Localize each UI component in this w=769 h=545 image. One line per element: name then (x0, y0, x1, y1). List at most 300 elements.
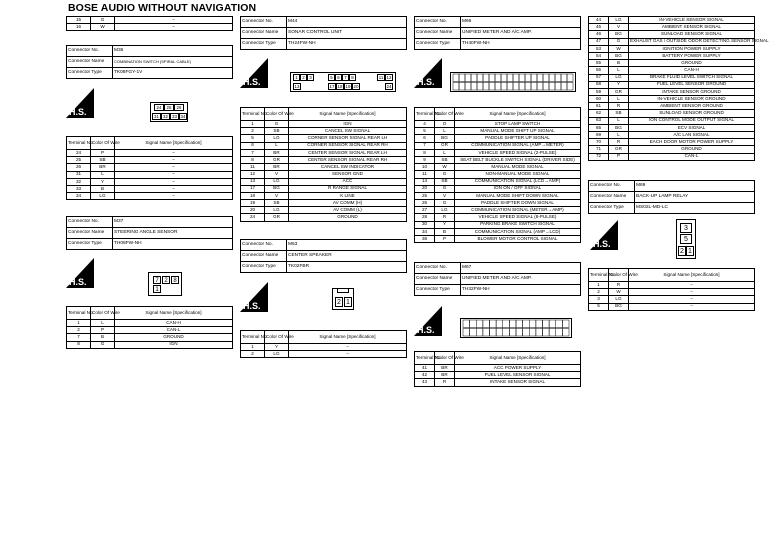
wire-color-cell: B (91, 334, 115, 341)
m69-connector-diagram (676, 219, 696, 259)
terminal-cell: 20 (241, 207, 265, 214)
terminal-cell: 44 (589, 17, 609, 24)
terminal-cell: 31 (67, 171, 91, 178)
signal-name-cell: ION ON / OFF SIGNAL (455, 185, 581, 192)
pin-cavity (496, 329, 503, 337)
m67-connector-name: UNIFIED METER AND A/C AMP. (461, 274, 581, 285)
terminal-cell: 14 (415, 178, 435, 185)
terminal-cell: 28 (415, 214, 435, 221)
wire-color-cell: L (91, 320, 115, 327)
wire-color-cell: P (609, 153, 629, 160)
wire-color-cell: LG (265, 351, 289, 358)
wire-color-cell: GR (609, 146, 629, 153)
signal-name-cell: – (629, 296, 755, 303)
terminal-cell: 1 (241, 344, 265, 351)
wire-color-cell: L (609, 67, 629, 74)
table-row (241, 185, 407, 192)
pin-cavity (483, 329, 490, 337)
signal-name-cell: CORNER SENSOR SIGNAL REAR RH (289, 142, 407, 149)
wire-color-cell: L (609, 117, 629, 124)
table-row (415, 185, 581, 192)
wire-color-cell: SB (435, 156, 455, 163)
header-color-of-wire: Color Of Wire (435, 352, 455, 365)
table-row (589, 38, 755, 45)
wire-color-cell: BG (609, 303, 629, 310)
label-connector-no: Connector No. (415, 17, 461, 28)
hs-label: H.S. (69, 277, 87, 287)
m44-pin: 1 (293, 74, 300, 81)
signal-name-cell: – (115, 24, 233, 31)
label-connector-type: Connector Type (67, 68, 113, 79)
wire-color-cell: P (435, 236, 455, 243)
wire-color-cell: SB (91, 157, 115, 164)
table-row (589, 110, 755, 117)
wire-color-cell: LG (91, 193, 115, 200)
table-row (415, 135, 581, 142)
signal-name-cell: COMMUNICATION SIGNAL (AMP→LCD) (455, 228, 581, 235)
signal-name-cell: SENSOR GND (289, 171, 407, 178)
pin-cavity (459, 83, 465, 91)
signal-name-cell: – (289, 351, 407, 358)
wire-color-cell: LG (435, 207, 455, 214)
m44-pin: 13 (294, 84, 300, 89)
wire-color-cell: LG (609, 17, 629, 24)
signal-name-cell: ACC POWER SUPPLY (455, 365, 581, 372)
pin-cavity (489, 83, 495, 91)
label-connector-no: Connector No. (67, 217, 113, 228)
hs-badge-icon (414, 306, 444, 336)
wire-color-cell: GR (265, 156, 289, 163)
wire-color-cell: G (435, 200, 455, 207)
terminal-cell: 13 (241, 178, 265, 185)
pin-cavity (490, 329, 497, 337)
table-row (415, 178, 581, 185)
table-row (415, 372, 581, 379)
pin-cavity (519, 83, 525, 91)
wire-color-cell: BG (609, 31, 629, 38)
label-connector-no: Connector No. (415, 263, 461, 274)
signal-name-cell: COMMUNICATION SIGNAL (AMP→METER) (455, 142, 581, 149)
terminal-cell: 25 (67, 157, 91, 164)
terminal-cell: 60 (589, 96, 609, 103)
pin-cavity (463, 320, 470, 328)
wire-color-cell: BG (609, 124, 629, 131)
table-row (67, 150, 233, 157)
m66-connector-type: TH40FW-NH (461, 39, 581, 50)
m37-pin: 8 (171, 276, 179, 284)
terminal-cell: 26 (67, 164, 91, 171)
wire-color-cell: W (435, 164, 455, 171)
wire-color-cell: L (265, 142, 289, 149)
pin-cavity (555, 74, 561, 82)
pin-cavity (470, 329, 477, 337)
pin-cavity (453, 83, 459, 91)
table-row (415, 207, 581, 214)
pin-cavity (516, 329, 523, 337)
signal-name-cell: – (115, 171, 233, 178)
terminal-cell: 5 (415, 128, 435, 135)
wire-color-cell: B (435, 228, 455, 235)
header-terminal-no: Terminal No. (241, 331, 265, 344)
signal-name-cell: VEHICLE SPEED SIGNAL (8-PULSE) (455, 214, 581, 221)
pin-cavity (543, 74, 549, 82)
signal-name-cell: GROUND (629, 60, 755, 67)
pin-cavity (549, 74, 555, 82)
terminal-cell: 5 (241, 135, 265, 142)
pin-cavity (501, 74, 507, 82)
table-row (589, 67, 755, 74)
signal-name-cell: ION CONTROL MODE OUTPUT SIGNAL (629, 117, 755, 124)
label-connector-type: Connector Type (67, 239, 113, 250)
table-row (415, 128, 581, 135)
label-connector-type: Connector Type (415, 285, 461, 296)
pin-cavity (549, 320, 556, 328)
m69-connector-name: BACK-UP LAMP RELAY (635, 192, 755, 203)
m44-pin: 12 (386, 75, 392, 80)
pin-cavity (471, 83, 477, 91)
signal-name-cell: FUEL LEVEL SENSOR GROUND (629, 81, 755, 88)
pin-cavity (470, 320, 477, 328)
signal-name-cell: PADDLE SHIFTER DOWN SIGNAL (455, 200, 581, 207)
hs-label: H.S. (417, 77, 435, 87)
pin-cavity (556, 329, 563, 337)
header-color-of-wire: Color Of Wire (265, 331, 289, 344)
signal-name-cell: – (115, 164, 233, 171)
table-row (241, 149, 407, 156)
m44-pin: 24 (386, 84, 392, 89)
wire-color-cell: O (435, 121, 455, 128)
pin-cavity (477, 74, 483, 82)
wire-color-cell: L (435, 128, 455, 135)
wire-color-cell: BR (265, 149, 289, 156)
wire-color-cell: P (91, 327, 115, 334)
label-connector-no: Connector No. (241, 240, 287, 251)
m44-pin: 7 (342, 74, 349, 81)
table-row (67, 17, 233, 24)
pin-cavity (525, 83, 531, 91)
table-row (589, 81, 755, 88)
terminal-cell: 57 (589, 74, 609, 81)
m44-pin: 6 (335, 74, 342, 81)
table-row (415, 142, 581, 149)
m66-continued-signal-table (588, 16, 769, 161)
table-row (415, 192, 581, 199)
label-connector-name: Connector Name (415, 28, 461, 39)
m69-signal-table (588, 268, 755, 311)
table-row (415, 236, 581, 243)
table-row (67, 341, 233, 348)
signal-name-cell: ACC (289, 178, 407, 185)
wire-color-cell: LG (265, 178, 289, 185)
signal-name-cell: CAN-H (115, 320, 233, 327)
pin-cavity (562, 320, 569, 328)
pin-cavity (561, 74, 567, 82)
m63-signal-table (240, 330, 407, 358)
m44-info-table (240, 16, 407, 50)
table-row (67, 327, 233, 334)
signal-name-cell: FUEL LEVEL SENSOR SIGNAL (455, 372, 581, 379)
m36-pin: 31 (152, 113, 161, 120)
m37-connector-no: M37 (113, 217, 233, 228)
terminal-cell: 46 (589, 31, 609, 38)
header-terminal-no: Terminal No. (415, 352, 435, 365)
m36-connector-no: M36 (113, 46, 233, 57)
m44-pin: 5 (328, 74, 335, 81)
header-terminal-no: Terminal No. (241, 108, 265, 121)
pin-cavity (567, 74, 573, 82)
table-row (241, 171, 407, 178)
table-row (241, 207, 407, 214)
wire-color-cell: W (91, 24, 115, 31)
m44-pin: 2 (300, 74, 307, 81)
wire-color-cell: BG (609, 52, 629, 59)
table-row (241, 164, 407, 171)
pin-cavity (516, 320, 523, 328)
table-row (415, 379, 581, 386)
signal-name-cell: GROUND (629, 146, 755, 153)
m36-connector-type: TK08FGY-1V (113, 68, 233, 79)
pin-cavity (549, 329, 556, 337)
pin-cavity (513, 83, 519, 91)
pin-cavity (543, 320, 550, 328)
header-terminal-no: Terminal No. (415, 108, 435, 121)
m44-pin: 18 (337, 84, 343, 89)
pin-cavity (509, 329, 516, 337)
terminal-cell: 59 (589, 88, 609, 95)
signal-name-cell: BLOWER MOTOR CONTROL SIGNAL (455, 236, 581, 243)
pin-cavity (529, 320, 536, 328)
header-signal-name: Signal Name [Specification] (289, 331, 407, 344)
signal-name-cell: IGN (289, 121, 407, 128)
table-row (589, 146, 755, 153)
pin-cavity (483, 320, 490, 328)
terminal-cell: 58 (589, 81, 609, 88)
label-connector-name: Connector Name (67, 228, 113, 239)
table-row (241, 200, 407, 207)
pin-cavity (519, 74, 525, 82)
signal-name-cell: MANUAL MODE SHIFT UP SIGNAL (455, 128, 581, 135)
pin-cavity (495, 83, 501, 91)
terminal-cell: 53 (589, 45, 609, 52)
m66-pin-grid (451, 73, 575, 91)
terminal-cell: 11 (241, 164, 265, 171)
m44-connector-type: TH24FW-NH (287, 39, 407, 50)
signal-name-cell: EACH DOOR MOTOR POWER SUPPLY (629, 139, 755, 146)
wire-color-cell: V (435, 192, 455, 199)
m66-info-table (414, 16, 581, 50)
label-connector-name: Connector Name (241, 28, 287, 39)
hs-label: H.S. (69, 107, 87, 117)
m69-pin: 2 (678, 246, 686, 256)
wire-color-cell: G (91, 17, 115, 24)
m36-pin: 24 (154, 104, 164, 111)
header-color-of-wire: Color Of Wire (609, 269, 629, 282)
table-row (589, 132, 755, 139)
pin-cavity (523, 329, 530, 337)
terminal-cell: 62 (589, 110, 609, 117)
signal-name-cell: R RANGE SIGNAL (289, 185, 407, 192)
m63-connector-no: M63 (287, 240, 407, 251)
signal-name-cell: COMMUNICATION SIGNAL (LCD→AMP) (455, 178, 581, 185)
pin-cavity (509, 320, 516, 328)
m66-connector-name: UNIFIED METER AND A/C AMP. (461, 28, 581, 39)
m44-connector-no: M44 (287, 17, 407, 28)
terminal-cell: 20 (415, 185, 435, 192)
wire-color-cell: P (91, 150, 115, 157)
m44-connector-diagram (290, 72, 396, 92)
wire-color-cell: R (609, 139, 629, 146)
signal-name-cell: IN-VEHICLE SENSOR GROUND (629, 96, 755, 103)
header-color-of-wire: Color Of Wire (91, 307, 115, 320)
hs-label: H.S. (593, 239, 611, 249)
signal-name-cell: NON-MANUAL MODE SIGNAL (455, 171, 581, 178)
m67-connector-no: M67 (461, 263, 581, 274)
pin-cavity (507, 83, 513, 91)
table-row (589, 52, 755, 59)
m37-connector-type: TH08FW-NH (113, 239, 233, 250)
wire-color-cell: V (609, 24, 629, 31)
m69-pin: 1 (686, 246, 694, 256)
hs-label: H.S. (417, 325, 435, 335)
signal-name-cell: SEAT BELT BUCKLE SWITCH SIGNAL (DRIVER SIDE) (455, 156, 581, 163)
signal-name-cell: COMMUNICATION SIGNAL (METER→AMP) (455, 207, 581, 214)
pin-cavity (465, 74, 471, 82)
header-signal-name: Signal Name [Specification] (455, 352, 581, 365)
label-connector-name: Connector Name (67, 57, 113, 68)
pin-cavity (543, 329, 550, 337)
m37-pin: 1 (153, 285, 161, 293)
wire-color-cell: SB (435, 178, 455, 185)
table-row (415, 221, 581, 228)
signal-name-cell: AV COMM (L) (289, 207, 407, 214)
signal-name-cell: CENTER SENSOR SIGNAL REAR LH (289, 149, 407, 156)
wire-color-cell: LG (609, 296, 629, 303)
pin-cavity (531, 74, 537, 82)
m44-connector-name: SONAR CONTROL UNIT (287, 28, 407, 39)
m36-connector-diagram (150, 102, 188, 122)
signal-name-cell: SUNLOAD SENSOR GROUND (629, 110, 755, 117)
pin-cavity (501, 83, 507, 91)
signal-name-cell: BATTERY POWER SUPPLY (629, 52, 755, 59)
pin-cavity (463, 329, 470, 337)
m63-info-table (240, 239, 407, 273)
terminal-cell: 4 (415, 121, 435, 128)
table-row (67, 157, 233, 164)
table-row (415, 156, 581, 163)
terminal-cell: 34 (67, 193, 91, 200)
terminal-cell: 70 (589, 139, 609, 146)
wire-color-cell: L (609, 132, 629, 139)
label-connector-no: Connector No. (589, 181, 635, 192)
terminal-cell: 27 (415, 207, 435, 214)
m63-pin: 1 (344, 297, 352, 307)
terminal-cell: 63 (589, 117, 609, 124)
signal-name-cell: AV COMM (H) (289, 200, 407, 207)
wire-color-cell: SB (609, 110, 629, 117)
m67-info-table (414, 262, 581, 296)
pin-cavity (523, 320, 530, 328)
signal-name-cell: – (115, 193, 233, 200)
m37-info-table (66, 216, 233, 250)
wire-color-cell: L (609, 96, 629, 103)
table-row (67, 320, 233, 327)
wire-color-cell: G (265, 121, 289, 128)
signal-name-cell: – (115, 150, 233, 157)
signal-name-cell: PARKING BRAKE SWITCH SIGNAL (455, 221, 581, 228)
terminal-cell: 26 (415, 200, 435, 207)
m44-signal-table (240, 107, 407, 222)
pin-cavity (459, 74, 465, 82)
table-row (589, 103, 755, 110)
terminal-cell: 43 (415, 379, 435, 386)
table-row (67, 193, 233, 200)
m37-connector-diagram (148, 272, 182, 296)
m36-pin: 25 (164, 104, 174, 111)
terminal-cell: 2 (241, 351, 265, 358)
pin-cavity (513, 74, 519, 82)
table-row (67, 171, 233, 178)
header-signal-name: Signal Name [Specification] (115, 307, 233, 320)
terminal-cell: 11 (415, 171, 435, 178)
wire-color-cell: W (609, 45, 629, 52)
wire-color-cell: SB (265, 128, 289, 135)
hs-badge-icon (66, 88, 96, 118)
wire-color-cell: BR (265, 164, 289, 171)
hs-label: H.S. (243, 301, 261, 311)
signal-name-cell: VEHICLE SPEED SIGNAL (2-PULSE) (455, 149, 581, 156)
pin-cavity (471, 74, 477, 82)
table-row (67, 178, 233, 185)
wire-color-cell: G (435, 185, 455, 192)
label-connector-type: Connector Type (241, 39, 287, 50)
pin-cavity (549, 83, 555, 91)
signal-name-cell: CAN-H (629, 67, 755, 74)
wire-color-cell: BG (435, 135, 455, 142)
wire-color-cell: GR (435, 142, 455, 149)
hs-badge-icon (240, 282, 270, 312)
table-row (67, 185, 233, 192)
pin-cavity (531, 83, 537, 91)
pin-cavity (465, 83, 471, 91)
table-row (241, 128, 407, 135)
pin-cavity (562, 329, 569, 337)
m69-info-table (588, 180, 755, 214)
table-row (241, 192, 407, 199)
terminal-cell: 6 (415, 135, 435, 142)
terminal-cell: 54 (589, 52, 609, 59)
signal-name-cell: CORNER SENSOR SIGNAL REAR LH (289, 135, 407, 142)
table-row (67, 334, 233, 341)
signal-name-cell: GROUND (289, 214, 407, 221)
table-row (589, 139, 755, 146)
signal-name-cell: GROUND (115, 334, 233, 341)
table-row (415, 214, 581, 221)
signal-name-cell: – (115, 185, 233, 192)
table-row (415, 121, 581, 128)
pin-cavity (490, 320, 497, 328)
terminal-cell: 17 (241, 185, 265, 192)
hs-badge-icon (414, 58, 444, 88)
label-connector-type: Connector Type (589, 203, 635, 214)
wire-color-cell: BR (91, 164, 115, 171)
page-title: BOSE AUDIO WITHOUT NAVIGATION (68, 2, 257, 14)
m44-pin: 11 (378, 75, 384, 80)
header-signal-name: Signal Name [Specification] (455, 108, 581, 121)
table-row (589, 17, 755, 24)
m63-connector-latch (337, 289, 349, 293)
signal-name-cell: CANCEL SW INDICATOR (289, 164, 407, 171)
label-connector-name: Connector Name (589, 192, 635, 203)
